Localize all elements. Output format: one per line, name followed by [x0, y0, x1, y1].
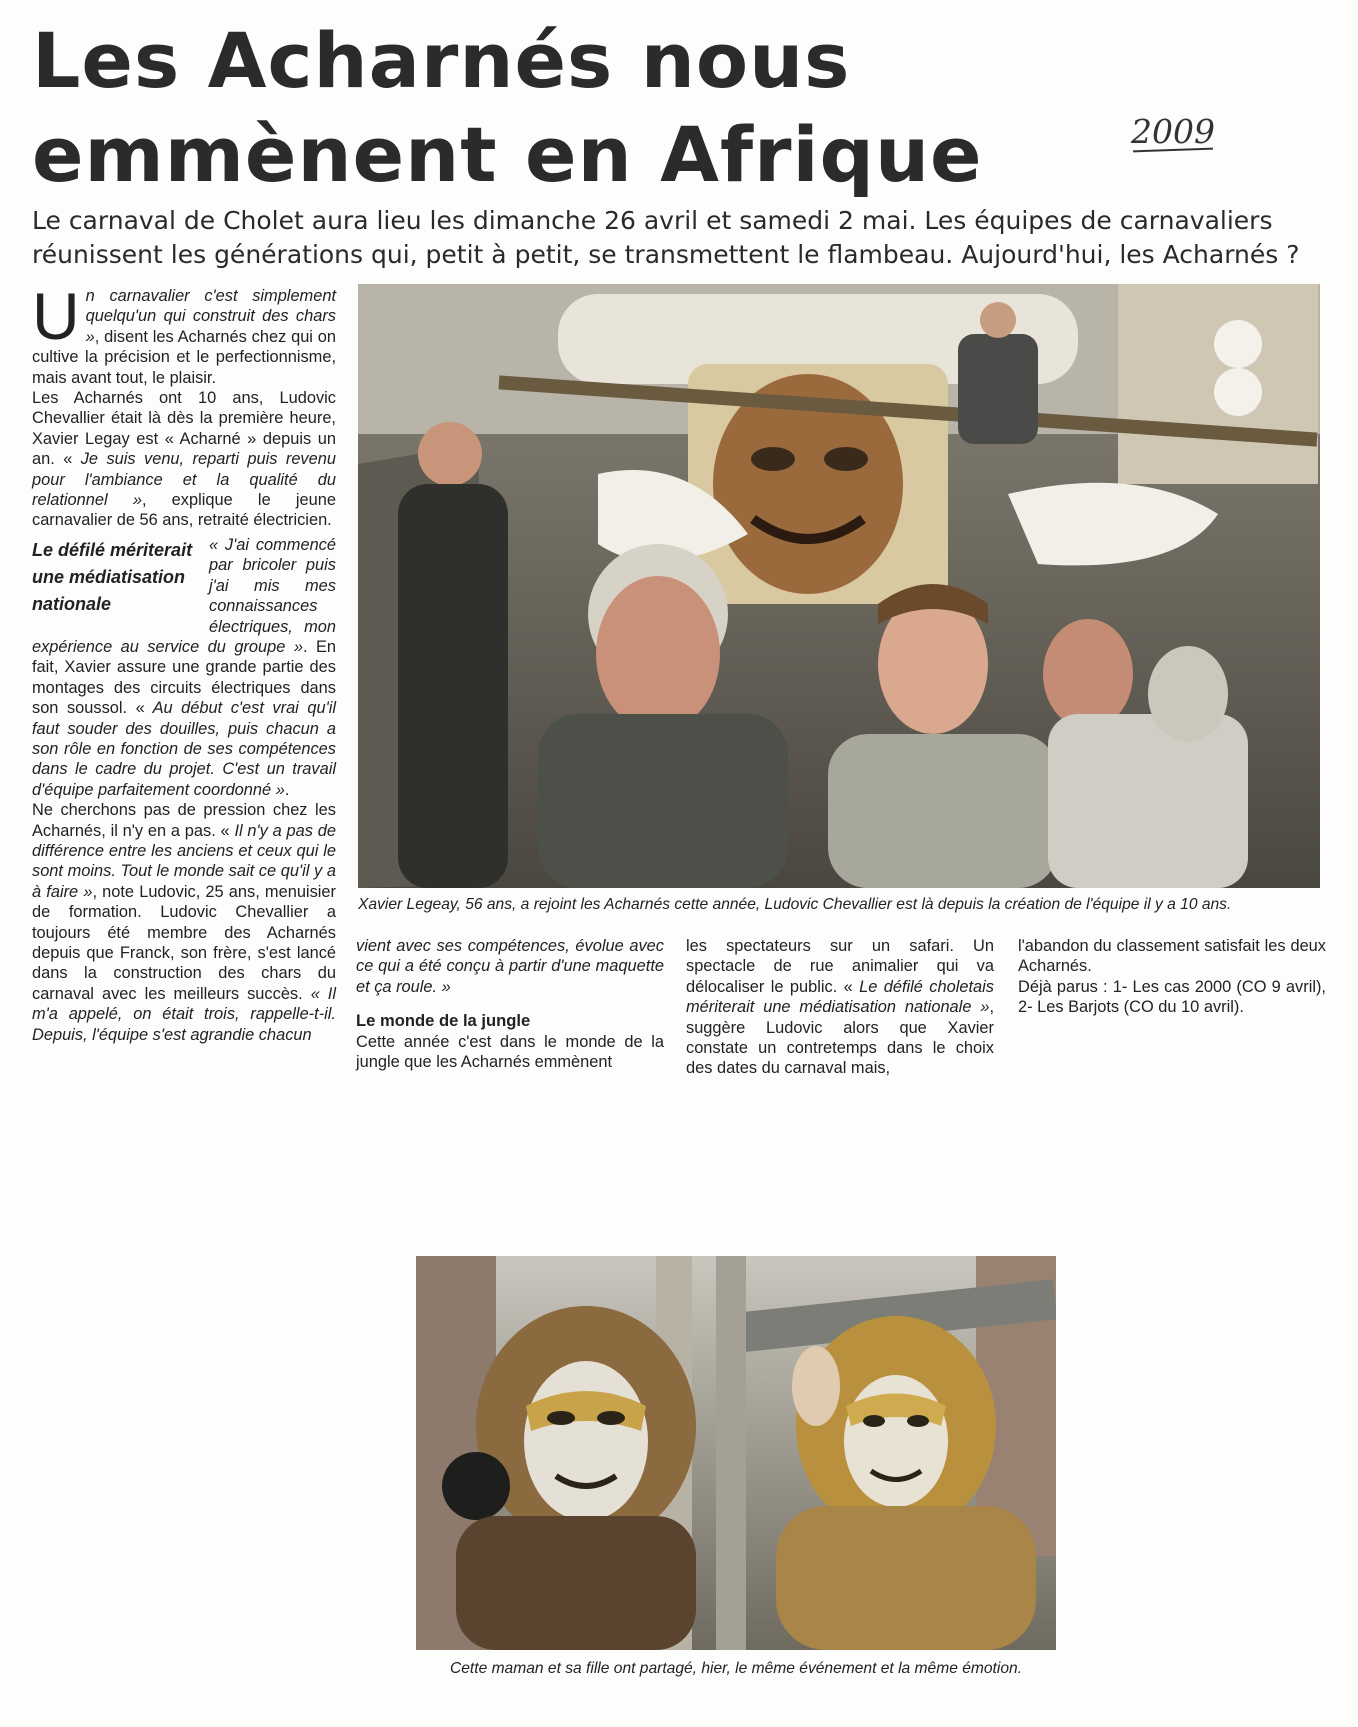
photo-lion-costumes-illustration — [416, 1256, 1056, 1650]
photo-lion-costumes-caption: Cette maman et sa fille ont partagé, hier, le même événement et la même émotion. — [449, 1660, 1023, 1677]
article-text: l'abandon du classement satisfait les deux Acharnés. — [1018, 937, 1326, 976]
article-text: , disent les Acharnés chez qui on cultive la précision et le perfectionnisme, mais avant tout, le plaisir. — [32, 327, 336, 387]
article-column-1 — [32, 279, 337, 1045]
drop-cap: U — [32, 279, 80, 353]
article-text: Déjà parus : 1- Les cas 2000 (CO 9 avril), 2- Les Barjots (CO du 10 avril). — [1018, 977, 1326, 1017]
article-text: « J'ai commencé par bricoler puis j'ai mis mes connaissances électriques, mon expérience au service du groupe » — [32, 535, 336, 656]
article-text: Le défilé choletais mériterait une médiatisation nationale » — [686, 977, 994, 1017]
lead-paragraph: Le carnaval de Cholet aura lieu les dimanche 26 avril et samedi 2 mai. Les équipes de carnavaliers réunissent les générations qui, petit à petit, se transmettent le flambeau. Aujourd'hui, les Acharnés ? — [32, 206, 1300, 269]
article-column-3 — [686, 936, 994, 1079]
article-column-2 — [356, 936, 664, 1072]
photo-lion-costumes — [416, 1256, 1056, 1650]
article-text: , suggère Ludovic alors que Xavier constate un contretemps dans le choix des dates du carnaval mais, — [686, 998, 994, 1078]
article-text: les spectateurs sur un safari. Un spectacle de rue animalier qui va délocaliser le public. « — [686, 937, 994, 996]
article-text: , explique le jeune carnavalier de 56 ans, retraité électricien. — [32, 491, 336, 530]
article-text: , note Ludovic, 25 ans, menuisier de formation. Ludovic Chevallier a toujours été membre des Acharnés depuis que Franck, son frère, s'est lancé dans la construction des chars du carnaval avec les meilleurs succès. — [32, 882, 336, 1003]
pull-quote: Le défilé mériterait une médiatisation nationale — [32, 539, 193, 614]
article-text: Je suis venu, reparti puis revenu pour l'ambiance et la qualité du relationnel » — [32, 450, 336, 510]
article-text: Cette année c'est dans le monde de la jungle que les Acharnés emmènent — [356, 1032, 664, 1072]
handwritten-year: 2009 — [1118, 112, 1228, 151]
article-text: vient avec ses compétences, évolue avec ce qui a été conçu à partir d'une maquette et ça roule. » — [356, 937, 664, 996]
article-text: Ne cherchons pas de pression chez les Acharnés, il n'y en a pas. « — [32, 801, 336, 840]
photo-carnival-float-caption: Xavier Legeay, 56 ans, a rejoint les Acharnés cette année, Ludovic Chevallier est là depuis la création de l'équipe il y a 10 ans. — [358, 896, 1232, 913]
article-subhead: Le monde de la jungle — [356, 1011, 531, 1031]
article-column-4 — [1018, 936, 1326, 1018]
article-text: Au début c'est vrai qu'il faut souder des douilles, puis chacun a son rôle en fonction de ses compétences dans le cadre du projet. C'est un travail d'équipe parfaitement coordonné » — [32, 699, 336, 799]
article-text: . — [284, 780, 290, 799]
headline: Les Acharnés nous emmènent en Afrique — [32, 16, 983, 199]
article-text: Les Acharnés ont 10 ans, Ludovic Chevallier était là dès la première heure, Xavier Legay est « Acharné » depuis un an. « — [32, 389, 336, 469]
article-text: . En fait, Xavier assure une grande partie des montages des circuits électriques dans son soussol. « — [32, 637, 336, 718]
article-text: « Il m'a appelé, on était trois, rappelle-t-il. Depuis, l'équipe s'est agrandie chacun — [32, 984, 337, 1044]
photo-carnival-float-illustration — [358, 284, 1320, 888]
article-text: n carnavalier c'est simplement quelqu'un qui construit des chars » — [85, 287, 336, 346]
article-text: Il n'y a pas de différence entre les anciens et ceux qui le sont moins. Tout le monde sait ce qu'il y a à faire » — [32, 821, 336, 901]
photo-carnival-float — [358, 284, 1320, 888]
